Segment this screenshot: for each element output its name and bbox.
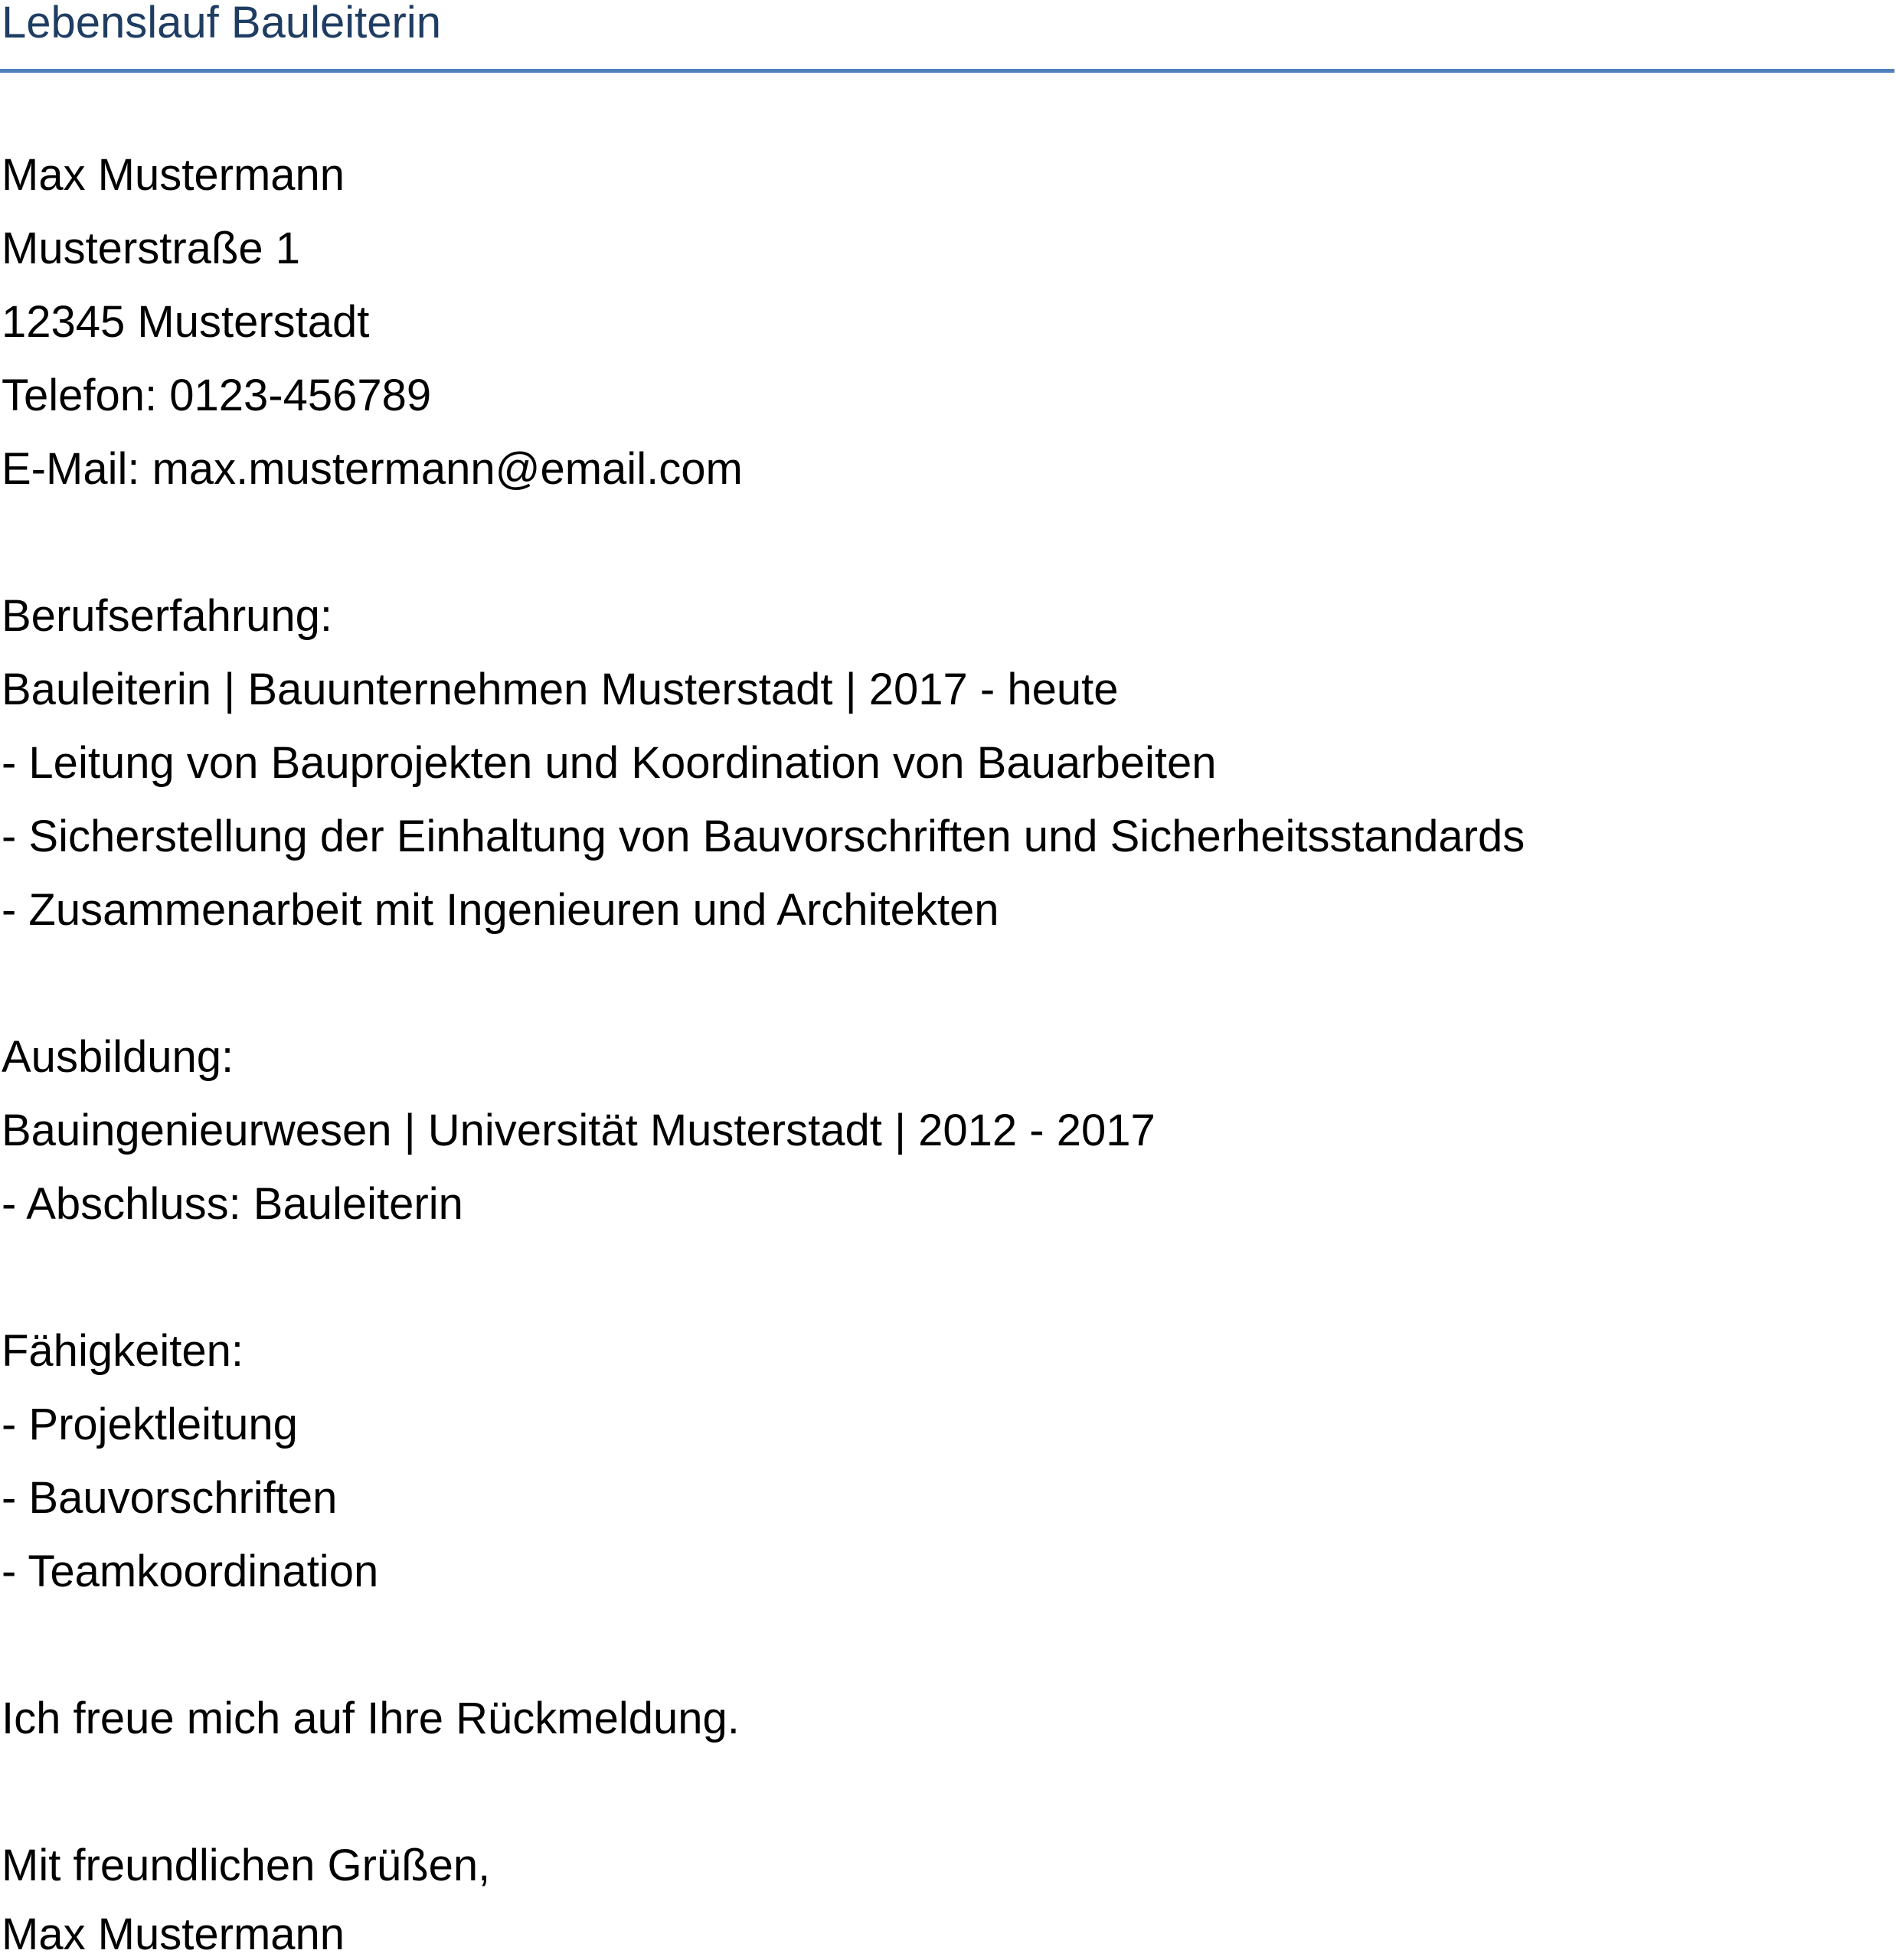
experience-position: Bauleiterin | Bauunternehmen Musterstadt | 2017 - heute	[2, 665, 1119, 714]
document-title: Lebenslauf Bauleiterin	[2, 0, 441, 47]
experience-item: - Zusammenarbeit mit Ingenieuren und Architekten	[2, 885, 999, 935]
skills-item: - Teamkoordination	[2, 1547, 379, 1596]
closing-text: Ich freue mich auf Ihre Rückmeldung.	[2, 1694, 740, 1743]
education-heading: Ausbildung:	[2, 1032, 234, 1082]
title-underline-rule	[0, 69, 1894, 73]
contact-phone: Telefon: 0123-456789	[2, 371, 432, 420]
closing-signature: Max Mustermann	[2, 1909, 345, 1959]
closing-salutation: Mit freundlichen Grüßen,	[2, 1841, 491, 1890]
skills-heading: Fähigkeiten:	[2, 1326, 244, 1376]
contact-street: Musterstraße 1	[2, 224, 300, 273]
experience-heading: Berufserfahrung:	[2, 591, 333, 641]
skills-item: - Bauvorschriften	[2, 1473, 338, 1523]
experience-item: - Sicherstellung der Einhaltung von Bauvorschriften und Sicherheitsstandards	[2, 812, 1525, 861]
education-degree: Bauingenieurwesen | Universität Musterstadt | 2012 - 2017	[2, 1106, 1156, 1155]
contact-name: Max Mustermann	[2, 150, 345, 200]
skills-item: - Projektleitung	[2, 1400, 298, 1449]
contact-email: E-Mail: max.mustermann@email.com	[2, 444, 743, 494]
education-item: - Abschluss: Bauleiterin	[2, 1179, 463, 1229]
contact-city: 12345 Musterstadt	[2, 297, 370, 347]
experience-item: - Leitung von Bauprojekten und Koordination von Bauarbeiten	[2, 738, 1217, 788]
